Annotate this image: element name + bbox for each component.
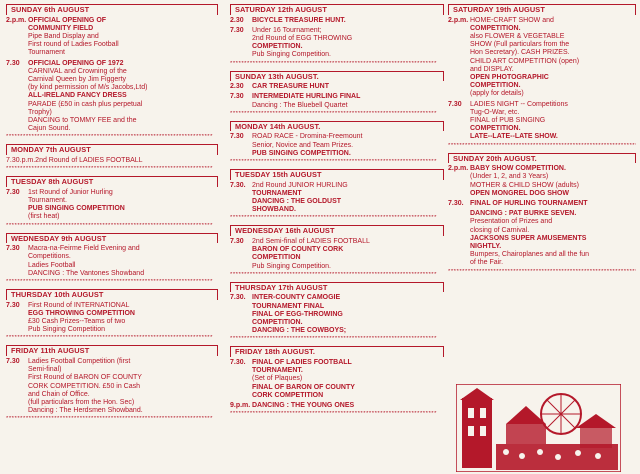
day-heading: SUNDAY 20th AUGUST.	[448, 153, 636, 164]
event-time: 2.30	[230, 83, 244, 91]
event-line: SHOW (Full particulars from the	[470, 41, 570, 49]
event-line: Pub Singing Competition	[28, 326, 106, 334]
event-line: DANCING to TOMMY FEE and the	[28, 117, 137, 125]
event-line: COMPETITION.	[470, 24, 521, 32]
event-line: (Under 1, 2, and 3 Years)	[470, 173, 549, 181]
event-time: 2.30	[230, 16, 244, 24]
event-time: 7.30.	[230, 359, 246, 367]
day-heading: SATURDAY 12th AUGUST	[230, 4, 444, 15]
event-line: Tug-O-War, etc.	[470, 108, 520, 116]
event-line: OPEN MONGREL DOG SHOW	[470, 189, 570, 197]
event-details	[252, 182, 444, 215]
event	[448, 17, 636, 99]
event-details	[470, 17, 636, 99]
asterisk-divider	[6, 166, 218, 172]
asterisk-divider	[230, 272, 444, 278]
event-time: 7.30	[6, 188, 20, 196]
event-line: closing of Carnival.	[470, 226, 530, 234]
event-line: COMPETITION.	[252, 319, 303, 327]
event	[230, 238, 444, 271]
event-details	[28, 302, 218, 335]
day-heading: WEDNESDAY 16th AUGUST	[230, 225, 444, 236]
event-line: CARNIVAL and Crowning of the	[28, 67, 127, 75]
event-line: COMMUNITY FIELD	[28, 24, 94, 32]
event-time: 7.30.	[230, 181, 246, 189]
event-line: ALL-IRELAND FANCY DRESS	[28, 92, 127, 100]
event-line: Macra-na-Feirme Field Evening and	[28, 245, 140, 253]
event-time: 7.30	[230, 26, 244, 34]
event-time: 7.30	[230, 238, 244, 246]
event-time: 7.30.	[230, 294, 246, 302]
asterisk-divider	[448, 143, 636, 149]
event-details	[28, 17, 218, 58]
event-line: Pub Singing Competition.	[252, 262, 331, 270]
carnival-illustration	[456, 384, 621, 472]
event-line: LADIES NIGHT -- Competitions	[470, 100, 568, 108]
event-line: 7.30.p.m.2nd Round of LADIES FOOTBALL	[6, 157, 143, 165]
event	[6, 245, 218, 278]
event-line: FINAL of PUB SINGING	[470, 117, 546, 125]
event-time: 9.p.m.	[230, 402, 251, 410]
day-heading: MONDAY 7th AUGUST	[6, 144, 218, 155]
event-line: CHILD ART COMPETITION (open)	[470, 57, 580, 65]
event-line: (Set of Plaques)	[252, 375, 303, 383]
event-details	[470, 165, 636, 198]
event-line: INTER-COUNTY CAMOGIE	[252, 294, 341, 302]
event-line: Dancing : The Herdsmen Showband.	[28, 407, 143, 415]
event	[230, 83, 444, 91]
event-line: Senior, Novice and Team Prizes.	[252, 141, 354, 149]
event-line: (apply for details)	[470, 90, 524, 98]
asterisk-divider	[6, 335, 218, 341]
event-details	[6, 157, 218, 165]
event-line: PARADE (£50 in cash plus perpetual	[28, 100, 143, 108]
event	[448, 101, 636, 142]
event-time: 2.p.m.	[6, 16, 27, 24]
event-details	[28, 189, 218, 222]
event	[6, 189, 218, 222]
event	[230, 182, 444, 215]
event-line: MOTHER & CHILD SHOW (adults)	[470, 181, 579, 189]
column-1	[6, 0, 218, 474]
event-details	[252, 133, 444, 158]
event-details	[470, 210, 636, 267]
event-details	[252, 359, 444, 400]
event-line: EGG THROWING COMPETITION	[28, 309, 135, 317]
event-line: and DISPLAY.	[470, 65, 514, 73]
event	[230, 359, 444, 400]
event-line: BARON OF COUNTY CORK	[252, 246, 344, 254]
asterisk-divider	[230, 159, 444, 165]
event-time: 7.30	[6, 245, 20, 253]
day-heading: TUESDAY 8th AUGUST	[6, 176, 218, 187]
event-line: 2nd Semi-final of LADIES FOOTBALL	[252, 238, 370, 246]
event-line: TOURNAMENT	[252, 189, 302, 197]
event	[6, 157, 218, 165]
event-time: 7.30	[6, 358, 20, 366]
event-line: First Round of INTERNATIONAL	[28, 301, 130, 309]
day-heading: FRIDAY 11th AUGUST	[6, 345, 218, 356]
event-line: 1st Round of Junior Hurling	[28, 188, 113, 196]
day-heading: THURSDAY 10th AUGUST	[6, 289, 218, 300]
event-time: 7.30	[230, 93, 244, 101]
event	[448, 200, 636, 208]
event	[6, 17, 218, 58]
event-line: COMPETITION.	[252, 43, 303, 51]
event-line: Trophy)	[28, 108, 52, 116]
event-line: of the Fair.	[470, 259, 504, 267]
day-heading: SUNDAY 13th AUGUST.	[230, 71, 444, 82]
event-line: INTERMEDIATE HURLING FINAL	[252, 93, 361, 101]
event	[6, 358, 218, 415]
event-details	[252, 238, 444, 271]
asterisk-divider	[230, 61, 444, 67]
day-heading: FRIDAY 18th AUGUST.	[230, 346, 444, 357]
event-line: 2nd Round JUNIOR HURLING	[252, 181, 348, 189]
event-time: 7.30.	[448, 200, 464, 208]
event-line: BICYCLE TREASURE HUNT.	[252, 16, 346, 24]
event	[230, 294, 444, 335]
event-details	[252, 83, 444, 91]
event-details	[252, 294, 444, 335]
event	[6, 302, 218, 335]
event	[6, 60, 218, 134]
event-time: 2.p.m.	[448, 165, 469, 173]
event-line: FINAL OF LADIES FOOTBALL	[252, 359, 352, 367]
event-line: Dancing : The Bluebell Quartet	[252, 101, 348, 109]
day-heading: TUESDAY 15th AUGUST	[230, 169, 444, 180]
asterisk-divider	[6, 279, 218, 285]
day-heading: THURSDAY 17th AUGUST	[230, 282, 444, 293]
event-line: DANCING : THE COWBOYS;	[252, 327, 347, 335]
event-line: SHOWBAND.	[252, 206, 296, 214]
event-line: LATE--LATE--LATE SHOW.	[470, 133, 558, 141]
event-details	[28, 245, 218, 278]
event-line: FINAL OF BARON OF COUNTY	[252, 383, 355, 391]
event-line: Cajun Sound.	[28, 125, 71, 133]
event-line: TOURNAMENT FINAL	[252, 302, 325, 310]
event-line: also FLOWER & VEGETABLE	[470, 33, 565, 40]
event-line: DANCING : The Vantones Showband	[28, 269, 145, 277]
event-time: 7.30	[230, 133, 244, 141]
event-line: FINAL OF HURLING TOURNAMENT	[470, 200, 588, 208]
event-line: Under 16 Tournament;	[252, 26, 322, 34]
event-line: First Round of BARON OF COUNTY	[28, 374, 142, 382]
event-details	[28, 358, 218, 415]
event-line: OFFICIAL OPENING OF	[28, 16, 107, 24]
event-line: Ladies Football	[28, 261, 76, 269]
event-time	[448, 210, 470, 267]
event-line: 2nd Round of EGG THROWING	[252, 35, 353, 42]
event-line: CORK COMPETITION	[252, 391, 324, 399]
event-line: Tournament.	[28, 197, 67, 205]
asterisk-divider	[230, 336, 444, 342]
event	[230, 133, 444, 158]
asterisk-divider	[6, 223, 218, 229]
asterisk-divider	[6, 134, 218, 140]
asterisk-divider	[230, 215, 444, 221]
event-time: 7.30	[6, 59, 20, 67]
event	[448, 210, 636, 267]
event-line: Hon Secretary). CASH PRIZES.	[470, 49, 570, 57]
asterisk-divider	[230, 111, 444, 117]
day-heading: SATURDAY 19th AUGUST	[448, 4, 636, 15]
event-line: TOURNAMENT.	[252, 367, 303, 375]
event-details	[252, 17, 444, 25]
event-line: CORK COMPETITION. £50 in Cash	[28, 382, 141, 390]
event-time: 7.30	[6, 301, 20, 309]
event-details	[252, 402, 444, 410]
event-line: JACKSONS SUPER AMUSEMENTS	[470, 234, 587, 242]
asterisk-divider	[6, 416, 218, 422]
event-line: Carnival Queen by Jim Figgerty	[28, 76, 127, 84]
event-line: Semi-final)	[28, 366, 62, 374]
column-2	[230, 0, 444, 474]
event-line: (by kind permission of M/s Jacobs,Ltd)	[28, 84, 148, 92]
day-heading: WEDNESDAY 9th AUGUST	[6, 233, 218, 244]
event-line: BABY SHOW COMPETITION.	[470, 165, 566, 173]
event-line: (first heat)	[28, 213, 60, 221]
event-line: ROAD RACE - Dromina-Freemount	[252, 133, 363, 141]
event-line: Ladies Football Competition (first	[28, 358, 131, 366]
day-heading: MONDAY 14th AUGUST.	[230, 121, 444, 132]
event-line: COMPETITION	[252, 254, 301, 262]
event-details	[252, 27, 444, 60]
event	[230, 93, 444, 109]
asterisk-divider	[230, 411, 444, 417]
event-line: COMPETITION.	[470, 82, 521, 90]
event-line: HOME-CRAFT SHOW and	[470, 16, 554, 24]
event-line: CAR TREASURE HUNT	[252, 83, 329, 91]
event	[230, 402, 444, 410]
event-line: and Chain of Office.	[28, 390, 90, 398]
event-line: First round of Ladies Football	[28, 41, 119, 49]
event-line: Pub Singing Competition.	[252, 51, 331, 59]
event-line: £30 Cash Prizes--Teams of two	[28, 318, 126, 326]
event-line: Competitions.	[28, 253, 71, 261]
event-line: OPEN PHOTOGRAPHIC	[470, 74, 549, 82]
event-details	[470, 200, 636, 208]
event-line: OFFICIAL OPENING OF 1972	[28, 59, 124, 67]
day-heading: SUNDAY 6th AUGUST	[6, 4, 218, 15]
event-line: PUB SINGING COMPETITION	[28, 205, 125, 213]
event	[230, 17, 444, 25]
event	[448, 165, 636, 198]
asterisk-divider	[448, 269, 636, 275]
event-line: DANCING : PAT BURKE SEVEN.	[470, 210, 577, 218]
event-time: 2.p.m.	[448, 16, 469, 24]
event-line: Bumpers, Chairoplanes and all the fun	[470, 251, 590, 259]
event-line: Pipe Band Display and	[28, 33, 99, 40]
event-time: 7.30	[448, 100, 462, 108]
event-line: DANCING : THE GOLDUST	[252, 198, 342, 206]
event-details	[470, 101, 636, 142]
event-line: (full particulars from the Hon. Sec)	[28, 399, 135, 407]
event-line: Presentation of Prizes and	[470, 218, 553, 226]
event-line: COMPETITION.	[470, 125, 521, 133]
event	[230, 27, 444, 60]
event-details	[252, 93, 444, 109]
event-line: FINAL OF EGG-THROWING	[252, 310, 343, 318]
event-line: Tournament	[28, 49, 65, 57]
event-line: NIGHTLY.	[470, 243, 502, 251]
event-line: PUB SINGING COMPETITION.	[252, 149, 351, 157]
event-details	[28, 60, 218, 134]
event-line: DANCING : THE YOUNG ONES	[252, 402, 355, 410]
